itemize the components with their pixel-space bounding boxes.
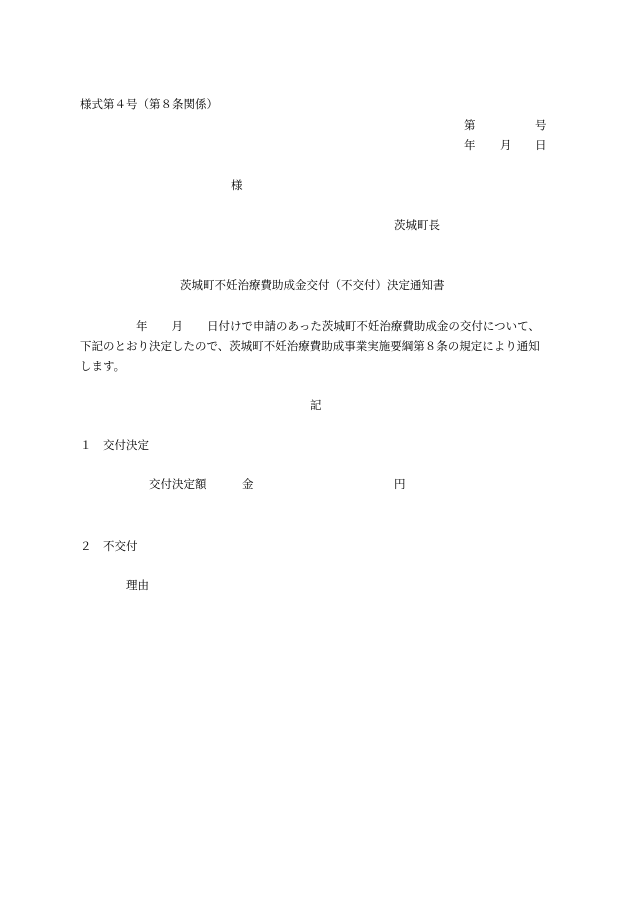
body-month: 月 — [171, 319, 183, 333]
amount-yen: 円 — [394, 477, 406, 491]
doc-number-suffix: 号 — [535, 118, 547, 132]
addressee-suffix: 様 — [231, 178, 243, 192]
date-year: 年 — [464, 138, 476, 152]
body-line-1 — [80, 316, 554, 336]
ki-heading: 記 — [310, 398, 322, 412]
amount-kin: 金 — [242, 477, 254, 491]
doc-number-prefix: 第 — [464, 118, 476, 132]
document-title: 茨城町不妊治療費助成金交付（不交付）決定通知書 — [180, 278, 445, 292]
reason-label: 理由 — [126, 578, 149, 592]
form-number: 様式第４号（第８条関係） — [80, 97, 218, 111]
body-year: 年 — [136, 319, 148, 333]
body-line-3: します。 — [80, 359, 126, 373]
section1-heading: １ 交付決定 — [80, 438, 149, 452]
sender: 茨城町長 — [394, 218, 440, 232]
amount-label: 交付決定額 — [149, 477, 207, 491]
body-paragraph — [80, 316, 554, 376]
section2-heading: ２ 不交付 — [80, 539, 138, 553]
body-line-1-rest: 日付けで申請のあった茨城町不妊治療費助成金の交付について、 — [207, 319, 540, 333]
date-day: 日 — [535, 138, 547, 152]
body-line-2: 下記のとおり決定したので、茨城町不妊治療費助成事業実施要綱第８条の規定により通知 — [80, 339, 540, 353]
date-month: 月 — [500, 138, 512, 152]
